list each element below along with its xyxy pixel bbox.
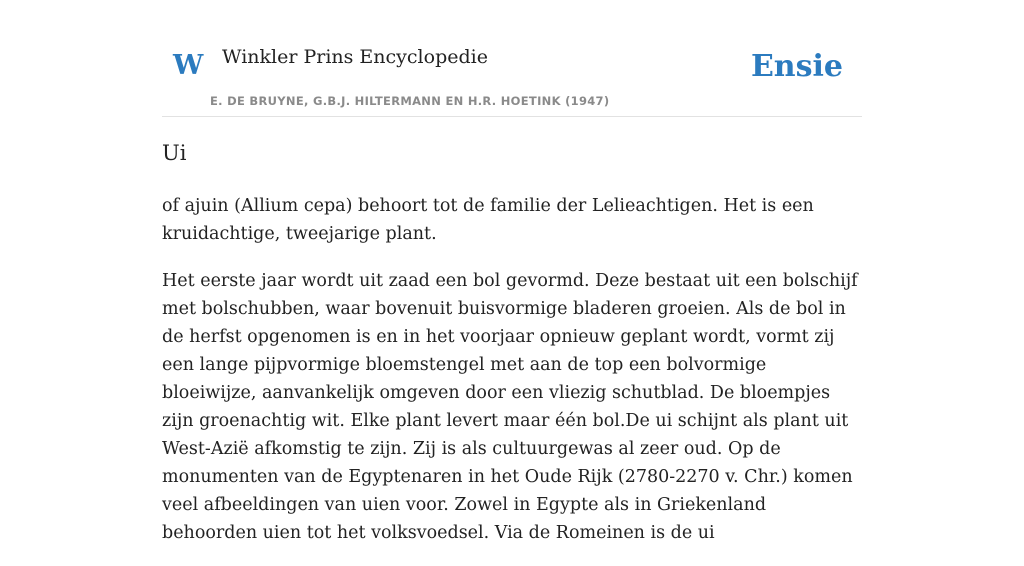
entry-paragraph: Het eerste jaar wordt uit zaad een bol gevormd. Deze bestaat uit een bolschijf met bolschubben, waar bovenuit buisvormige bladeren groeien. Als de bol in de herfst opgenomen is en in het voorjaar opnieuw geplant wordt, vormt zij een lange pijpvormige bloemstengel met aan de top een bolvormige bloeiwijze, aanvankelijk omgeven door een vliezig schutblad. De bloempjes zijn groenachtig wit. Elke plant levert maar één bol.De ui schijnt als plant uit West-Azië afkomstig te zijn. Zij is als cultuurgewas al zeer oud. Op de monumenten van de Egyptenaren in het Oude Rijk (2780-2270 v. Chr.) komen veel afbeeldingen van uien voor. Zowel in Egypte als in Griekenland behoorden uien tot het volksvoedsel. Via de Romeinen is de ui	[162, 271, 858, 543]
entry-title: Ui	[162, 141, 187, 165]
book-title-link[interactable]: Winkler Prins Encyclopedie	[222, 46, 488, 68]
encyclopedia-header	[162, 0, 862, 117]
ensie-brand-link[interactable]: Ensie	[750, 49, 843, 84]
article-page	[162, 0, 862, 543]
authors-line: E. DE BRUYNE, G.B.J. HILTERMANN EN H.R. HOETINK (1947)	[210, 94, 610, 108]
winkler-prins-logo[interactable]: W	[173, 50, 204, 81]
entry-paragraph: of ajuin (Allium cepa) behoort tot de familie der Lelieachtigen. Het is een kruidachtige, tweejarige plant.	[162, 196, 814, 244]
entry-body	[162, 192, 862, 566]
